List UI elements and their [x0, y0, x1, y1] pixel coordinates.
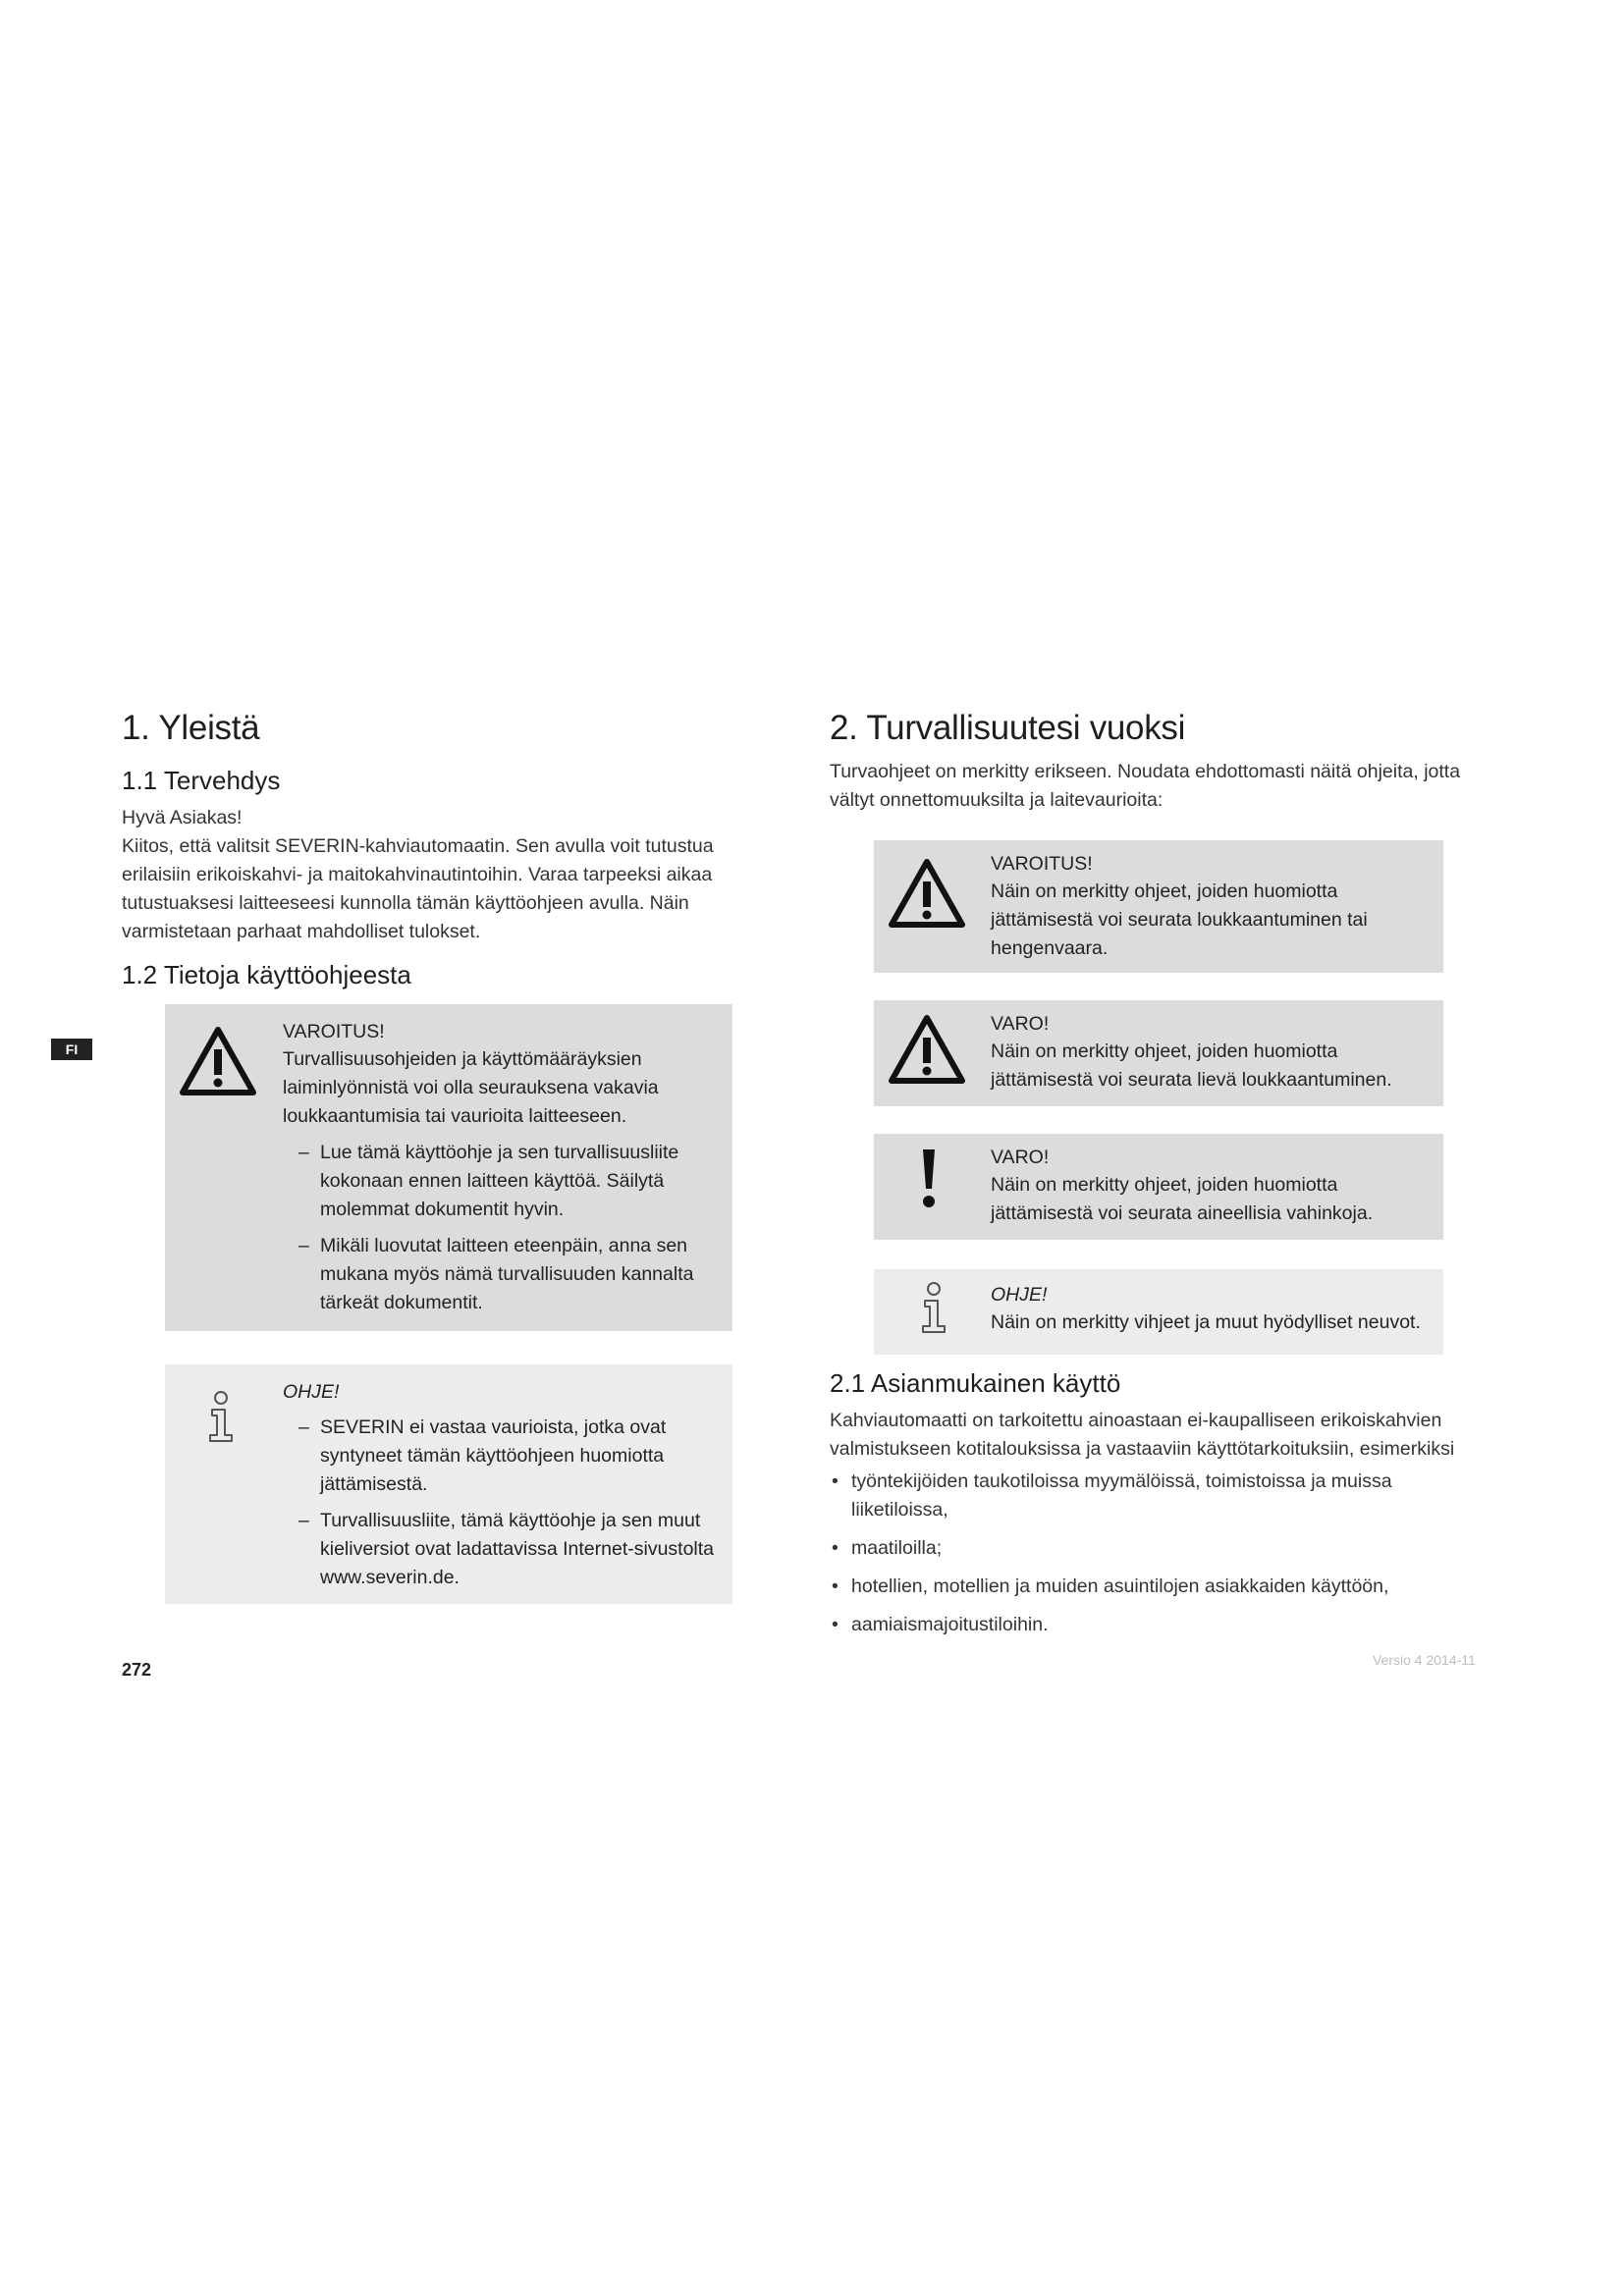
warning-triangle-icon	[179, 1026, 257, 1101]
version-label: Versio 4 2014-11	[1373, 1652, 1476, 1668]
box-title: OHJE!	[991, 1284, 1048, 1306]
list-item: • maatiloilla;	[830, 1534, 1473, 1563]
box-text: Näin on merkitty vihjeet ja muut hyödylliset neuvot.	[991, 1311, 1421, 1333]
intro-paragraph: Kiitos, että valitsit SEVERIN-kahviautomaatin. Sen avulla voit tutustua erilaisiin erikoiskahvi- ja maitokahvinautintoihin. Varaa tarpeeksi aikaa tutustuaksesi laitteeseesi kunnolla tämän käyttöohjeen avulla. Näin varmistetaan parhaat mahdolliset tulokset.	[122, 835, 714, 942]
info-icon	[204, 1390, 238, 1448]
section-2-1-heading: 2.1 Asianmukainen käyttö	[830, 1368, 1121, 1398]
warning-box-title: VAROITUS!	[283, 1021, 385, 1042]
list-item: – Mikäli luovutat laitteen eteenpäin, anna sen mukana myös nämä turvallisuuden kannalta tärkeät dokumentit.	[298, 1232, 715, 1317]
section-2-heading: 2. Turvallisuutesi vuoksi	[830, 709, 1186, 747]
note-box-title: OHJE!	[283, 1381, 340, 1403]
hint-box	[874, 1269, 1443, 1355]
box-title: VARO!	[991, 1147, 1050, 1168]
page-number: 272	[122, 1660, 152, 1680]
warning-box-list	[298, 1139, 715, 1317]
info-icon	[917, 1281, 950, 1339]
warning-explanation-box	[874, 840, 1443, 973]
list-item: • aamiaismajoitustiloihin.	[830, 1611, 1473, 1639]
section-1-1-heading: 1.1 Tervehdys	[122, 766, 281, 795]
greeting-text: Hyvä Asiakas!	[122, 807, 243, 828]
box-title: VARO!	[991, 1013, 1050, 1035]
right-column	[830, 709, 1473, 1639]
left-column	[122, 709, 731, 1604]
intended-use-intro: Kahviautomaatti on tarkoitettu ainoastaan ei-kaupalliseen erikoiskahvien valmistukseen kotitalouksissa ja vastaaviin käyttötarkoituksiin, esimerkiksi	[830, 1410, 1455, 1460]
material-damage-box	[874, 1134, 1443, 1240]
list-item: – SEVERIN ei vastaa vaurioista, jotka ovat syntyneet tämän käyttöohjeen huomiotta jättämisestä.	[298, 1414, 715, 1499]
box-text: Näin on merkitty ohjeet, joiden huomiotta jättämisestä voi seurata lievä loukkaantuminen.	[991, 1041, 1392, 1091]
box-text: Näin on merkitty ohjeet, joiden huomiotta jättämisestä voi seurata loukkaantuminen tai hengenvaara.	[991, 881, 1368, 959]
exclamation-icon	[919, 1148, 939, 1215]
list-item: • työntekijöiden taukotiloissa myymälöissä, toimistoissa ja muissa liiketiloissa,	[830, 1468, 1473, 1524]
warning-box	[165, 1004, 732, 1331]
language-tab: FI	[51, 1039, 92, 1060]
caution-explanation-box	[874, 1000, 1443, 1106]
note-box-list	[298, 1414, 715, 1592]
warning-triangle-icon	[888, 858, 966, 934]
section-1-heading: 1. Yleistä	[122, 709, 260, 747]
intended-use-list	[830, 1468, 1473, 1639]
list-item: • hotellien, motellien ja muiden asuintilojen asiakkaiden käyttöön,	[830, 1573, 1473, 1601]
list-item: – Lue tämä käyttöohje ja sen turvallisuusliite kokonaan ennen laitteen käyttöä. Säilytä molemmat dokumentit hyvin.	[298, 1139, 715, 1224]
box-text: Näin on merkitty ohjeet, joiden huomiotta jättämisestä voi seurata aineellisia vahinkoja.	[991, 1174, 1374, 1224]
warning-box-text: Turvallisuusohjeiden ja käyttömääräyksien laiminlyönnistä voi olla seurauksena vakavia loukkaantumisia tai vaurioita laitteeseen.	[283, 1048, 659, 1127]
box-title: VAROITUS!	[991, 853, 1093, 875]
warning-triangle-icon	[888, 1014, 966, 1090]
safety-intro: Turvaohjeet on merkitty erikseen. Noudata ehdottomasti näitä ohjeita, jotta vältyt onnettomuuksilta ja laitevaurioita:	[830, 761, 1461, 811]
section-1-2-heading: 1.2 Tietoja käyttöohjeesta	[122, 960, 411, 989]
list-item: – Turvallisuusliite, tämä käyttöohje ja sen muut kieliversiot ovat ladattavissa Internet-sivustolta www.severin.de.	[298, 1507, 715, 1592]
note-box	[165, 1364, 732, 1604]
